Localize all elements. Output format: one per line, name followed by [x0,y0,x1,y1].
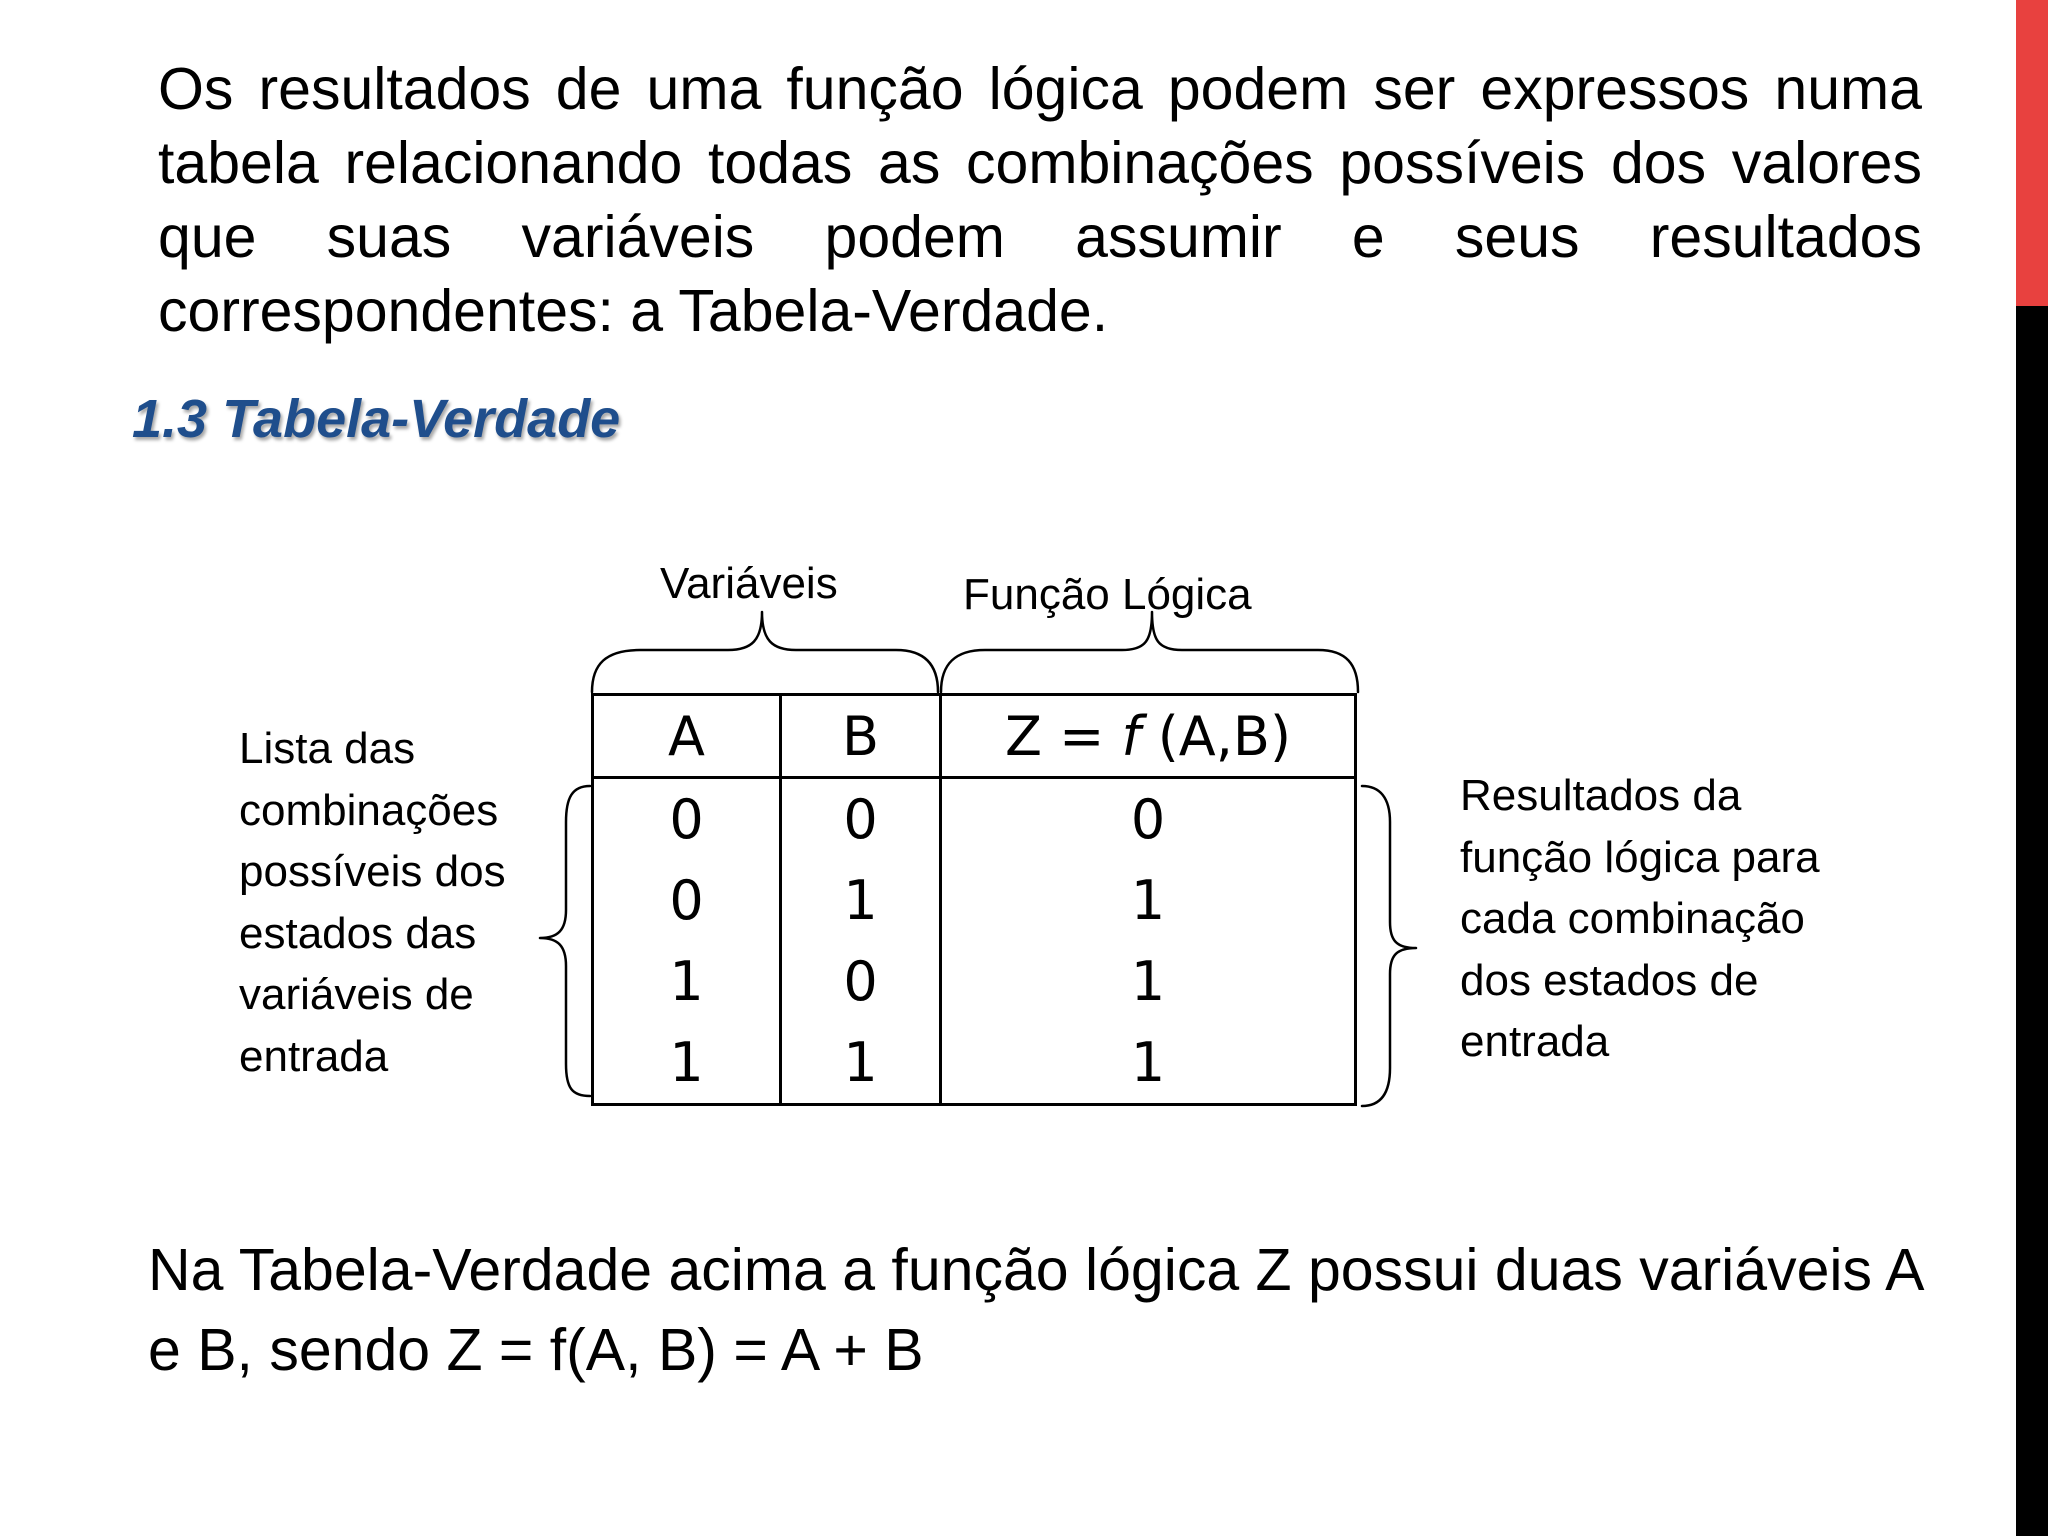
cell-b: 0 [781,778,941,861]
cell-z: 1 [941,860,1356,941]
cell-a: 0 [593,778,781,861]
results-label: Resultados da função lógica para cada combinação dos estados de entrada [1460,771,1820,1066]
function-label: Função Lógica [963,570,1252,619]
brace-results [1362,786,1416,1106]
cell-a: 0 [593,860,781,941]
header-z-f: f [1121,704,1141,768]
cell-b: 0 [781,941,941,1022]
variables-label: Variáveis [660,559,838,608]
table-row [593,778,1356,861]
cell-a: 1 [593,1022,781,1105]
cell-z: 0 [941,778,1356,861]
table-row [593,941,1356,1022]
truth-table [591,693,1357,1106]
header-z [941,695,1356,778]
accent-bar-black [2016,306,2048,1536]
header-z-suffix: (A,B) [1140,704,1292,768]
table-header-row [593,695,1356,778]
cell-z: 1 [941,1022,1356,1105]
accent-bar-red [2016,0,2048,306]
cell-a: 1 [593,941,781,1022]
brace-variables [592,612,938,692]
intro-paragraph: Os resultados de uma função lógica podem ser expressos numa tabela relacionando todas as combinações possíveis dos valores que suas variáveis podem assumir e seus resultados correspondentes: a Tabela-Verdade. [158,56,1922,344]
section-heading: 1.3 Tabela-Verdade [132,389,621,449]
table-row [593,860,1356,941]
conclusion-paragraph: Na Tabela-Verdade acima a função lógica Z possui duas variáveis A e B, sendo Z = f(A, B) = A + B [148,1237,1922,1383]
header-z-prefix: Z = [1004,704,1122,768]
header-a: A [593,695,781,778]
cell-b: 1 [781,1022,941,1105]
table-row [593,1022,1356,1105]
header-b: B [781,695,941,778]
cell-b: 1 [781,860,941,941]
cell-z: 1 [941,941,1356,1022]
combinations-label: Lista das combinações possíveis dos estados das variáveis de entrada [239,724,506,1081]
